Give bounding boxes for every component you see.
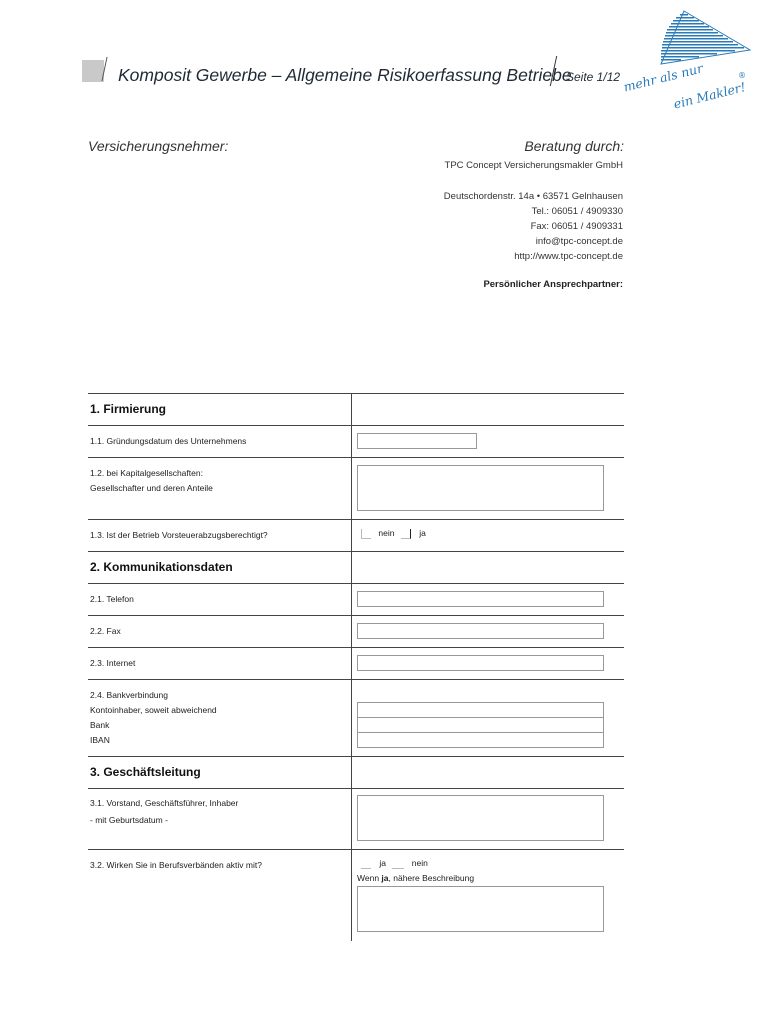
row-divider [88, 457, 624, 458]
row-divider [88, 551, 624, 552]
q3-2-options [361, 858, 428, 869]
internet-field[interactable] [357, 655, 604, 671]
association-description-field[interactable] [357, 886, 604, 932]
registered-mark: ® [738, 71, 746, 80]
bank-field[interactable] [357, 717, 604, 733]
q1-2-label-line2: Gesellschafter und deren Anteile [90, 483, 213, 493]
page-title: Komposit Gewerbe – Allgemeine Risikoerfassung Betriebe [118, 65, 572, 85]
contact-person-label: Persönlicher Ansprechpartner: [483, 279, 623, 290]
q1-3-nein-checkbox[interactable] [361, 529, 371, 539]
q2-4-label-line3: Bank [90, 720, 110, 730]
row-divider [88, 583, 624, 584]
q1-3-label: 1.3. Ist der Betrieb Vorsteuerabzugsberechtigt? [90, 530, 268, 540]
company-email: info@tpc-concept.de [535, 236, 623, 247]
slogan-line-2: ein Makler! [672, 79, 748, 112]
row-divider [88, 393, 624, 394]
section-3-title: 3. Geschäftsleitung [90, 765, 201, 779]
q1-3-options [361, 528, 426, 539]
q2-4-label-line4: IBAN [90, 735, 110, 745]
section-2-title: 2. Kommunikationsdaten [90, 560, 233, 574]
row-divider [88, 679, 624, 680]
q3-2-nein-label: nein [411, 858, 428, 868]
q1-3-nein-label: nein [378, 528, 395, 538]
section-1-title: 1. Firmierung [90, 402, 167, 416]
followup-suffix: , nähere Beschreibung [388, 873, 475, 883]
policyholder-label: Versicherungsnehmer: [88, 138, 229, 154]
company-name: TPC Concept Versicherungsmakler GmbH [444, 160, 623, 171]
slogan-line-1: mehr als nur [622, 60, 705, 95]
q1-3-ja-label: ja [419, 528, 426, 538]
q3-2-ja-checkbox[interactable] [361, 859, 371, 869]
page-number: Seite 1/12 [566, 70, 621, 84]
q3-1-label-line1: 3.1. Vorstand, Geschäftsführer, Inhaber [90, 798, 239, 808]
q2-1-label: 2.1. Telefon [90, 594, 134, 604]
company-fax: Fax: 06051 / 4909331 [530, 221, 623, 232]
followup-prefix: Wenn [357, 873, 382, 883]
row-divider [88, 647, 624, 648]
q2-4-label-line1: 2.4. Bankverbindung [90, 690, 168, 700]
management-field[interactable] [357, 795, 604, 841]
q1-1-label: 1.1. Gründungsdatum des Unternehmens [90, 436, 247, 446]
row-divider [88, 756, 624, 757]
q3-2-ja-label: ja [379, 858, 386, 868]
row-divider [88, 519, 624, 520]
iban-field[interactable] [357, 732, 604, 748]
advice-label: Beratung durch: [524, 138, 624, 154]
q1-3-ja-checkbox[interactable] [401, 529, 411, 539]
q1-2-label-line1: 1.2. bei Kapitalgesellschaften: [90, 468, 203, 478]
row-divider [88, 788, 624, 789]
q2-2-label: 2.2. Fax [90, 626, 121, 636]
company-website: http://www.tpc-concept.de [514, 251, 623, 262]
q3-1-label-line2: - mit Geburtsdatum - [90, 815, 168, 825]
founding-date-field[interactable] [357, 433, 477, 449]
q3-2-followup-text [357, 873, 474, 883]
row-divider [88, 849, 624, 850]
company-address: Deutschordenstr. 14a • 63571 Gelnhausen [443, 191, 623, 202]
shareholders-field[interactable] [357, 465, 604, 511]
row-divider [88, 615, 624, 616]
q3-2-nein-checkbox[interactable] [392, 859, 404, 869]
phone-field[interactable] [357, 591, 604, 607]
followup-bold: ja [381, 873, 389, 883]
company-phone: Tel.: 06051 / 4909330 [531, 206, 623, 217]
fax-field[interactable] [357, 623, 604, 639]
header-decor-square [82, 60, 104, 82]
row-divider [88, 425, 624, 426]
q2-3-label: 2.3. Internet [90, 658, 136, 668]
q2-4-label-line2: Kontoinhaber, soweit abweichend [90, 705, 217, 715]
column-divider [351, 393, 352, 941]
q3-2-label: 3.2. Wirken Sie in Berufsverbänden aktiv mit? [90, 860, 262, 870]
account-holder-field[interactable] [357, 702, 604, 718]
